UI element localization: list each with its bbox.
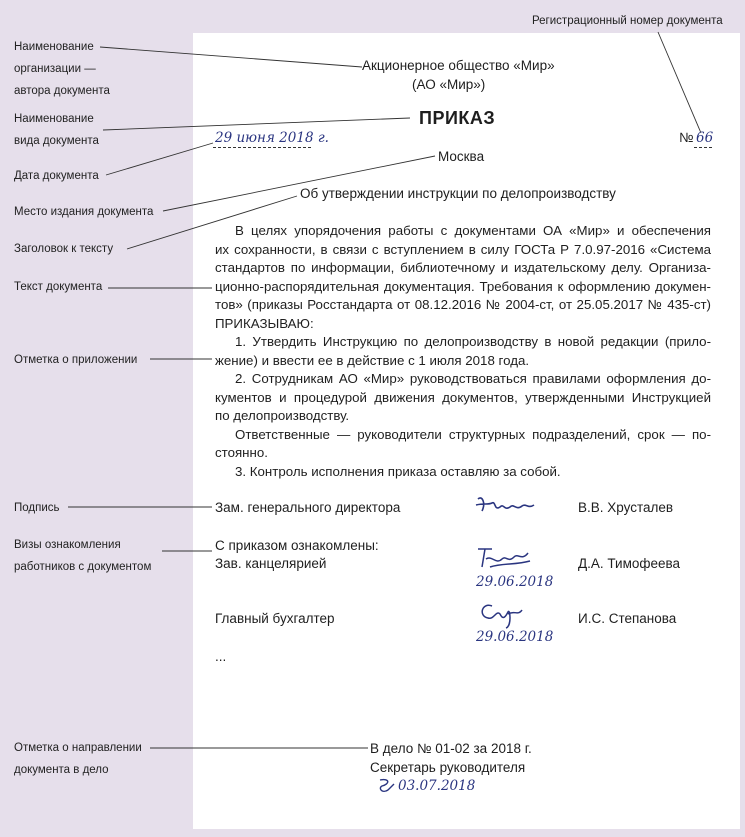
body-line: их сохранности, в связи с вступлением в силу ГОСТа Р 7.0.97-2016 «Система: [215, 241, 711, 257]
body-line: стандартов по информации, библиотечному и издательскому делу. Организа-: [215, 260, 711, 275]
body-line: тов» (приказы Росстандарта от 08.12.2016 № 2004-ст, от 25.05.2017 № 435-ст): [215, 297, 711, 312]
annotation-signature: Подпись: [14, 502, 60, 514]
body-line: 1. Утвердить Инструкцию по делопроизводству в новой редакции (прило-: [235, 334, 711, 349]
body-line: ПРИКАЗЫВАЮ:: [215, 315, 314, 331]
body-line: В целях упорядочения работы с документами ОА «Мир» и обеспечения: [235, 223, 711, 238]
ack1-name: Д.А. Тимофеева: [578, 556, 681, 571]
body-line: 3. Контроль исполнения приказа оставляю за собой.: [235, 463, 561, 479]
ellipsis: ...: [215, 649, 227, 664]
signature-khrustalev: [474, 493, 540, 519]
doc-number: 66: [696, 130, 714, 146]
annotation-heading: Заголовок к тексту: [14, 243, 114, 255]
signature-stepanova: [476, 600, 526, 630]
annotation-text: Текст документа: [14, 281, 103, 293]
org-name: Акционерное общество «Мир»: [362, 58, 555, 73]
doc-place: Москва: [438, 149, 485, 164]
ack2-position: Главный бухгалтер: [215, 611, 335, 626]
ack1-position: Зав. канцелярией: [215, 556, 327, 571]
ack-heading: С приказом ознакомлены:: [215, 538, 379, 553]
doc-title: ПРИКАЗ: [419, 108, 496, 128]
annotation-place: Место издания документа: [14, 206, 154, 218]
signer-name: В.В. Хрусталев: [578, 500, 674, 515]
ack1-date: 29.06.2018: [476, 574, 554, 590]
annotation-visas: Визы ознакомления работников с документом: [14, 539, 152, 573]
body-line: стоянно.: [215, 445, 268, 460]
annotation-doc-date: Дата документа: [14, 170, 99, 182]
body-line: жение) и ввести ее в действие с 1 июля 2018 года.: [215, 352, 530, 368]
doc-date: 29 июня 2018 г.: [215, 130, 329, 146]
doc-body: [215, 222, 711, 481]
body-line: кументов и процедурой движения документов, утвержденными Инструкцией: [215, 389, 711, 405]
ack2-name: И.С. Степанова: [578, 611, 677, 626]
signer-position: Зам. генерального директора: [215, 500, 401, 515]
annotation-doc-type: Наименование вида документа: [14, 113, 99, 147]
annotation-reg-number: Регистрационный номер документа: [532, 15, 723, 27]
signature-timofeeva: [472, 545, 534, 573]
number-label: №: [679, 130, 694, 145]
number-underline: [694, 147, 712, 148]
annotation-file-mark: Отметка о направлении документа в дело: [14, 742, 142, 776]
annotation-attachment: Отметка о приложении: [14, 354, 138, 366]
date-underline: [213, 147, 311, 148]
file-mark-line2: Секретарь руководителя: [370, 760, 526, 775]
doc-heading: Об утверждении инструкции по делопроизводству: [300, 186, 616, 201]
body-line: по делопроизводству.: [215, 408, 350, 423]
annotation-org-name: Наименование организации — автора документа: [14, 41, 110, 97]
body-line: Ответственные — руководители структурных подразделений, срок — по-: [235, 426, 711, 442]
body-line: ционно-распорядительная документация. Требования к оформлению докумен-: [215, 278, 711, 294]
org-short-name: (АО «Мир»): [412, 77, 486, 92]
file-mark-line1: В дело № 01-02 за 2018 г.: [370, 741, 532, 756]
file-mark-date: 03.07.2018: [398, 778, 476, 794]
body-line: 2. Сотрудникам АО «Мир» руководствоваться правилами оформления до-: [235, 371, 711, 386]
ack2-date: 29.06.2018: [476, 629, 554, 645]
signature-secretary: [376, 776, 398, 796]
